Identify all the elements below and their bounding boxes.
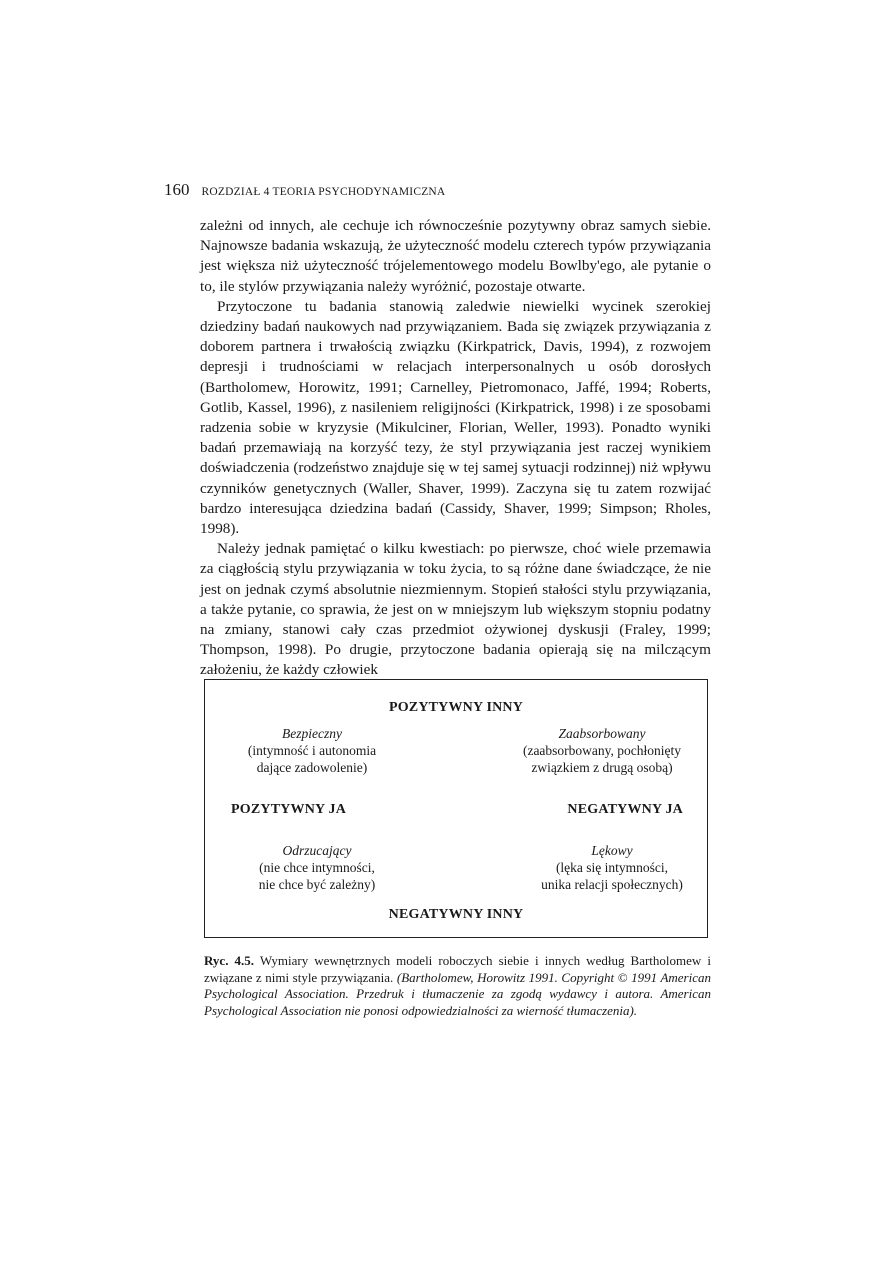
running-header xyxy=(164,180,445,200)
body-text xyxy=(200,216,711,681)
paragraph: Przytoczone tu badania stanowią zaledwie niewielki wycinek szerokiej dziedziny badań naukowych nad przywiązaniem. Bada się związek przywiązania z doborem partnera i trwałością związku (Kirkpatrick, Davis, 1994), z rozwojem depresji i trudnościami w relacjach interpersonalnych u osób dorosłych (Bartholomew, Horowitz, 1991; Carnelley, Pietromonaco, Jaffé, 1994; Roberts, Gotlib, Kassel, 1996), z nasileniem religijności (Kirkpatrick, 1998) i ze sposobami radzenia sobie w kryzysie (Mikulciner, Florian, Weller, 1993). Ponadto wyniki badań przemawiają na korzyść tezy, że styl przywiązania jest raczej wynikiem doświadczenia (rodzeństwo znajduje się w tej samej sytuacji rodzinnej) niż wpływu czynników genetycznych (Waller, Shaver, 1999). Zaczyna się tu zatem rozwijać bardzo interesująca dziedzina badań (Cassidy, Shaver, 1999; Simpson; Rholes, 1998). xyxy=(200,297,711,538)
quadrant-name: Zaabsorbowany xyxy=(558,726,646,741)
quadrant-bottom-right xyxy=(527,842,697,893)
figure-caption xyxy=(204,953,711,1019)
quadrant-name: Bezpieczny xyxy=(282,726,342,741)
quadrant-desc: unika relacji społecznych) xyxy=(541,877,683,892)
quadrant-desc: (zaabsorbowany, pochłonięty xyxy=(522,743,682,758)
quadrant-name: Lękowy xyxy=(591,843,633,858)
attachment-styles-figure xyxy=(204,679,708,938)
quadrant-desc: (lęka się intymności, xyxy=(555,860,669,875)
chapter-title: ROZDZIAŁ 4 TEORIA PSYCHODYNAMICZNA xyxy=(201,186,446,198)
quadrant-desc: związkiem z drugą osobą) xyxy=(531,760,673,775)
axis-right-label: NEGATYWNY JA xyxy=(567,802,683,817)
caption-label: Ryc. 4.5. xyxy=(204,953,255,968)
quadrant-top-right xyxy=(507,725,697,776)
quadrant-name: Odrzucający xyxy=(282,843,352,858)
quadrant-desc: (intymność i autonomia xyxy=(247,743,377,758)
quadrant-top-left xyxy=(227,725,397,776)
page-number: 160 xyxy=(164,180,190,199)
axis-top-label: POZYTYWNY INNY xyxy=(388,700,524,715)
axis-left-label: POZYTYWNY JA xyxy=(231,802,347,817)
quadrant-desc: (nie chce intymności, xyxy=(259,860,375,875)
quadrant-desc: nie chce być zależny) xyxy=(258,877,376,892)
caption-text: Wymiary wewnętrznych modeli roboczych siebie i innych według Bartholomew i związane z nimi style przywiązania. xyxy=(204,953,711,985)
paragraph: Należy jednak pamiętać o kilku kwestiach: po pierwsze, choć wiele przemawia za ciągłością stylu przywiązania w toku życia, to są różne dane świadczące, że nie jest on jednak czymś absolutnie niezmiennym. Stopień stałości stylu przywiązania, a także pytanie, co sprawia, że jest on w mniejszym lub większym stopniu podatny na zmiany, stanowi cały czas przedmiot ożywionej dyskusji (Fraley, 1999; Thompson, 1998). Po drugie, przytoczone badania opierają się na milczącym założeniu, że każdy człowiek xyxy=(200,540,711,679)
paragraph: zależni od innych, ale cechuje ich równocześnie pozytywny obraz samych siebie. Najnowsze badania wskazują, że użyteczność modelu czterech typów przywiązania jest większa niż użyteczność trójelementowego modelu Bowlby'ego, ale pytanie o to, ile stylów przywiązania należy wyróżnić, pozostaje otwarte. xyxy=(200,217,711,295)
quadrant-bottom-left xyxy=(237,842,397,893)
caption-source: (Bartholomew, Horowitz 1991. Copyright © 1991 American Psychological Association. Przedruk i tłumaczenie za zgodą wydawcy i autora. American Psychological Association nie ponosi odpowiedzialności za wierność tłumaczenia). xyxy=(204,969,711,1018)
quadrant-desc: dające zadowolenie) xyxy=(256,760,368,775)
axis-bottom-label: NEGATYWNY INNY xyxy=(388,907,524,922)
